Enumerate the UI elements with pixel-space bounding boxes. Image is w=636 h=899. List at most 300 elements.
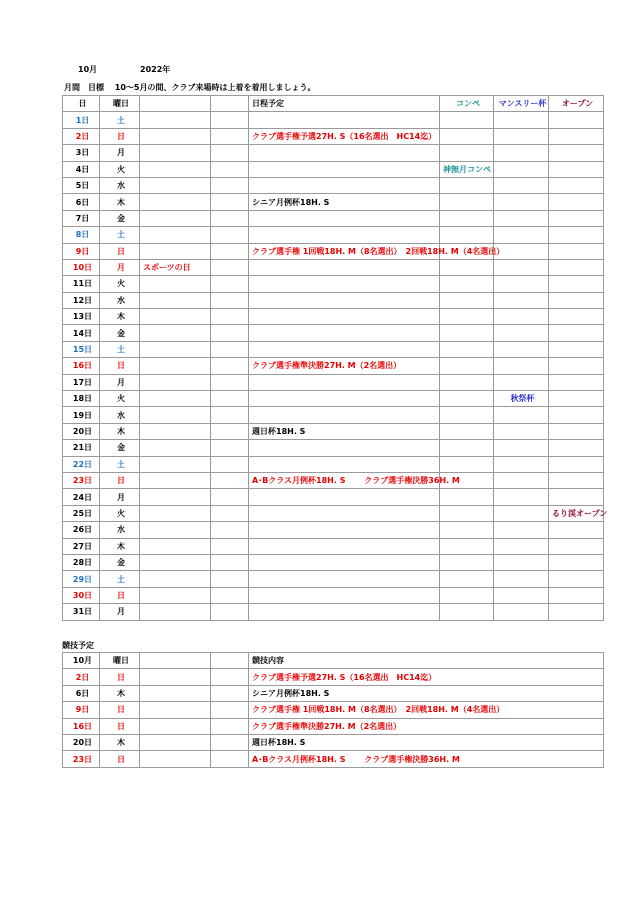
- holiday-cell: [140, 145, 211, 161]
- holiday-cell: [140, 423, 211, 439]
- open-cell: [549, 604, 604, 620]
- event-cell: [249, 341, 440, 357]
- weekday-cell: 水: [100, 177, 140, 193]
- weekday-cell: 木: [100, 194, 140, 210]
- header-compe: コンペ: [440, 96, 494, 112]
- event-cell: クラブ選手権準決勝27H. M（2名選出）: [249, 358, 440, 374]
- monthly-cup-cell: [494, 325, 549, 341]
- compe-cell: [440, 538, 494, 554]
- competition-weekday-cell: 木: [100, 685, 140, 701]
- competition-row: [63, 751, 604, 767]
- open-cell: [549, 194, 604, 210]
- blank-cell: [211, 456, 249, 472]
- event-cell: [249, 391, 440, 407]
- monthly-cup-cell: [494, 505, 549, 521]
- competition-weekday-cell: 木: [100, 734, 140, 750]
- competition-content-cell: クラブ選手権予選27H. S（16名選出 HC14迄）: [249, 669, 604, 685]
- holiday-cell: [140, 472, 211, 488]
- weekday-cell: 金: [100, 554, 140, 570]
- competition-weekday-cell: 日: [100, 718, 140, 734]
- competition-content-cell: シニア月例杯18H. S: [249, 685, 604, 701]
- competition-row: [63, 718, 604, 734]
- event-cell: [249, 456, 440, 472]
- monthly-cup-cell: [494, 374, 549, 390]
- weekday-cell: 金: [100, 210, 140, 226]
- day-cell: 3日: [63, 145, 100, 161]
- blank-cell: [211, 325, 249, 341]
- open-cell: [549, 456, 604, 472]
- header-weekday: 曜日: [100, 96, 140, 112]
- competition-row: [63, 734, 604, 750]
- open-cell: [549, 112, 604, 128]
- blank-cell: [211, 276, 249, 292]
- monthly-cup-cell: [494, 538, 549, 554]
- schedule-row: [63, 177, 604, 193]
- competition-header-blank: [211, 653, 249, 669]
- day-cell: 26日: [63, 522, 100, 538]
- open-cell: [549, 587, 604, 603]
- competition-day-cell: 16日: [63, 718, 100, 734]
- holiday-cell: [140, 571, 211, 587]
- weekday-cell: 金: [100, 325, 140, 341]
- monthly-cup-cell: [494, 177, 549, 193]
- open-cell: [549, 259, 604, 275]
- monthly-cup-cell: [494, 161, 549, 177]
- event-cell: [249, 112, 440, 128]
- blank-cell: [211, 472, 249, 488]
- competition-weekday-cell: 日: [100, 751, 140, 767]
- day-cell: 21日: [63, 440, 100, 456]
- competition-blank-cell: [140, 734, 211, 750]
- monthly-cup-cell: [494, 472, 549, 488]
- weekday-cell: 日: [100, 358, 140, 374]
- open-cell: [549, 489, 604, 505]
- compe-cell: [440, 227, 494, 243]
- schedule-row: [63, 472, 604, 488]
- competition-blank-cell: [140, 669, 211, 685]
- compe-cell: [440, 456, 494, 472]
- schedule-row: [63, 587, 604, 603]
- event-cell: [249, 554, 440, 570]
- open-cell: [549, 128, 604, 144]
- holiday-cell: [140, 505, 211, 521]
- schedule-row: [63, 128, 604, 144]
- schedule-header-row: [63, 96, 604, 112]
- blank-cell: [211, 407, 249, 423]
- day-cell: 1日: [63, 112, 100, 128]
- blank-cell: [211, 571, 249, 587]
- weekday-cell: 月: [100, 259, 140, 275]
- holiday-cell: [140, 440, 211, 456]
- weekday-cell: 水: [100, 292, 140, 308]
- day-cell: 28日: [63, 554, 100, 570]
- event-cell: クラブ選手権 1回戦18H. M（8名選出） 2回戦18H. M（4名選出）: [249, 243, 440, 259]
- blank-cell: [211, 292, 249, 308]
- open-cell: [549, 522, 604, 538]
- blank-cell: [211, 604, 249, 620]
- day-cell: 22日: [63, 456, 100, 472]
- schedule-row: [63, 489, 604, 505]
- competition-blank-cell: [211, 702, 249, 718]
- monthly-cup-cell: [494, 210, 549, 226]
- blank-cell: [211, 112, 249, 128]
- compe-cell: [440, 259, 494, 275]
- weekday-cell: 木: [100, 309, 140, 325]
- weekday-cell: 月: [100, 374, 140, 390]
- header-monthly-cup: マンスリー杯: [494, 96, 549, 112]
- compe-cell: [440, 341, 494, 357]
- day-cell: 15日: [63, 341, 100, 357]
- monthly-cup-cell: [494, 145, 549, 161]
- compe-cell: [440, 604, 494, 620]
- event-cell: [249, 407, 440, 423]
- schedule-row: [63, 554, 604, 570]
- monthly-cup-cell: 秋祭杯: [494, 391, 549, 407]
- compe-cell: [440, 145, 494, 161]
- blank-cell: [211, 358, 249, 374]
- competition-weekday-cell: 日: [100, 669, 140, 685]
- monthly-cup-cell: [494, 440, 549, 456]
- day-cell: 17日: [63, 374, 100, 390]
- open-cell: [549, 227, 604, 243]
- holiday-cell: [140, 325, 211, 341]
- holiday-cell: [140, 391, 211, 407]
- event-cell: [249, 161, 440, 177]
- holiday-cell: [140, 522, 211, 538]
- monthly-cup-cell: [494, 456, 549, 472]
- monthly-cup-cell: [494, 554, 549, 570]
- compe-cell: [440, 374, 494, 390]
- compe-cell: [440, 128, 494, 144]
- day-cell: 30日: [63, 587, 100, 603]
- schedule-row: [63, 374, 604, 390]
- event-cell: [249, 325, 440, 341]
- holiday-cell: [140, 128, 211, 144]
- holiday-cell: [140, 243, 211, 259]
- compe-cell: [440, 309, 494, 325]
- blank-cell: [211, 128, 249, 144]
- event-cell: [249, 587, 440, 603]
- compe-cell: [440, 177, 494, 193]
- competition-content-cell: クラブ選手権準決勝27H. M（2名選出）: [249, 718, 604, 734]
- event-cell: [249, 309, 440, 325]
- monthly-goal: 月間 目標 10～5月の間、クラブ来場時は上着を着用しましょう。: [64, 83, 316, 92]
- day-cell: 5日: [63, 177, 100, 193]
- holiday-cell: [140, 341, 211, 357]
- open-cell: るり渓オープン: [549, 505, 604, 521]
- compe-cell: [440, 210, 494, 226]
- blank-cell: [211, 259, 249, 275]
- header-blank: [211, 96, 249, 112]
- event-cell: [249, 292, 440, 308]
- blank-cell: [211, 374, 249, 390]
- competition-day-cell: 9日: [63, 702, 100, 718]
- compe-cell: [440, 522, 494, 538]
- holiday-cell: [140, 210, 211, 226]
- open-cell: [549, 407, 604, 423]
- weekday-cell: 月: [100, 489, 140, 505]
- day-cell: 13日: [63, 309, 100, 325]
- weekday-cell: 木: [100, 423, 140, 439]
- monthly-cup-cell: [494, 522, 549, 538]
- competition-header-blank: [140, 653, 211, 669]
- weekday-cell: 日: [100, 587, 140, 603]
- weekday-cell: 水: [100, 407, 140, 423]
- open-cell: [549, 538, 604, 554]
- holiday-cell: [140, 227, 211, 243]
- schedule-row: [63, 522, 604, 538]
- compe-cell: [440, 587, 494, 603]
- open-cell: [549, 358, 604, 374]
- open-cell: [549, 210, 604, 226]
- event-cell: クラブ選手権予選27H. S（16名選出 HC14迄）: [249, 128, 440, 144]
- blank-cell: [211, 587, 249, 603]
- day-cell: 27日: [63, 538, 100, 554]
- compe-cell: [440, 440, 494, 456]
- event-cell: A･Bクラス月例杯18H. S クラブ選手権決勝36H. M: [249, 472, 440, 488]
- day-cell: 2日: [63, 128, 100, 144]
- monthly-cup-cell: [494, 259, 549, 275]
- day-cell: 29日: [63, 571, 100, 587]
- event-cell: [249, 259, 440, 275]
- weekday-cell: 木: [100, 538, 140, 554]
- compe-cell: [440, 505, 494, 521]
- open-cell: [549, 554, 604, 570]
- open-cell: [549, 145, 604, 161]
- schedule-row: [63, 407, 604, 423]
- weekday-cell: 火: [100, 391, 140, 407]
- schedule-row: [63, 194, 604, 210]
- schedule-row: [63, 112, 604, 128]
- competition-blank-cell: [211, 751, 249, 767]
- open-cell: [549, 292, 604, 308]
- open-cell: [549, 177, 604, 193]
- day-cell: 24日: [63, 489, 100, 505]
- schedule-row: [63, 259, 604, 275]
- competition-row: [63, 685, 604, 701]
- holiday-cell: [140, 292, 211, 308]
- schedule-row: [63, 538, 604, 554]
- competition-blank-cell: [140, 685, 211, 701]
- compe-cell: [440, 391, 494, 407]
- compe-cell: [440, 194, 494, 210]
- event-cell: [249, 210, 440, 226]
- open-cell: [549, 472, 604, 488]
- event-cell: [249, 177, 440, 193]
- monthly-cup-cell: [494, 128, 549, 144]
- compe-cell: [440, 571, 494, 587]
- compe-cell: [440, 407, 494, 423]
- holiday-cell: [140, 587, 211, 603]
- holiday-cell: [140, 309, 211, 325]
- open-cell: [549, 276, 604, 292]
- weekday-cell: 月: [100, 604, 140, 620]
- compe-cell: [440, 276, 494, 292]
- weekday-cell: 土: [100, 571, 140, 587]
- weekday-cell: 火: [100, 505, 140, 521]
- schedule-row: [63, 145, 604, 161]
- blank-cell: [211, 309, 249, 325]
- compe-cell: 神無月コンペ: [440, 161, 494, 177]
- competition-content-cell: 週日杯18H. S: [249, 734, 604, 750]
- blank-cell: [211, 554, 249, 570]
- holiday-cell: [140, 407, 211, 423]
- schedule-row: [63, 341, 604, 357]
- schedule-row: [63, 309, 604, 325]
- competition-row: [63, 669, 604, 685]
- event-cell: [249, 505, 440, 521]
- monthly-cup-cell: [494, 309, 549, 325]
- schedule-row: [63, 227, 604, 243]
- schedule-row: [63, 210, 604, 226]
- schedule-row: [63, 391, 604, 407]
- day-cell: 7日: [63, 210, 100, 226]
- blank-cell: [211, 538, 249, 554]
- header-blank: [140, 96, 211, 112]
- header-month: 10月: [78, 65, 98, 74]
- competition-blank-cell: [211, 718, 249, 734]
- schedule-row: [63, 571, 604, 587]
- day-cell: 18日: [63, 391, 100, 407]
- open-cell: [549, 571, 604, 587]
- monthly-cup-cell: [494, 194, 549, 210]
- monthly-cup-cell: [494, 423, 549, 439]
- monthly-cup-cell: [494, 276, 549, 292]
- open-cell: [549, 391, 604, 407]
- blank-cell: [211, 440, 249, 456]
- competition-table: [62, 652, 604, 768]
- weekday-cell: 土: [100, 456, 140, 472]
- event-cell: 週日杯18H. S: [249, 423, 440, 439]
- monthly-cup-cell: [494, 571, 549, 587]
- monthly-cup-cell: [494, 587, 549, 603]
- day-cell: 14日: [63, 325, 100, 341]
- competition-header-weekday: 曜日: [100, 653, 140, 669]
- day-cell: 31日: [63, 604, 100, 620]
- blank-cell: [211, 177, 249, 193]
- event-cell: [249, 276, 440, 292]
- day-cell: 16日: [63, 358, 100, 374]
- schedule-row: [63, 505, 604, 521]
- event-cell: [249, 538, 440, 554]
- compe-cell: [440, 112, 494, 128]
- open-cell: [549, 341, 604, 357]
- monthly-cup-cell: [494, 604, 549, 620]
- weekday-cell: 日: [100, 128, 140, 144]
- holiday-cell: [140, 489, 211, 505]
- competition-day-cell: 20日: [63, 734, 100, 750]
- schedule-row: [63, 243, 604, 259]
- schedule-row: [63, 276, 604, 292]
- monthly-cup-cell: [494, 489, 549, 505]
- day-cell: 23日: [63, 472, 100, 488]
- schedule-row: [63, 161, 604, 177]
- holiday-cell: [140, 358, 211, 374]
- header-schedule: 日程予定: [249, 96, 440, 112]
- blank-cell: [211, 210, 249, 226]
- blank-cell: [211, 243, 249, 259]
- competition-content-cell: A･Bクラス月例杯18H. S クラブ選手権決勝36H. M: [249, 751, 604, 767]
- blank-cell: [211, 341, 249, 357]
- competition-blank-cell: [140, 702, 211, 718]
- monthly-cup-cell: [494, 292, 549, 308]
- monthly-cup-cell: [494, 227, 549, 243]
- monthly-cup-cell: [494, 341, 549, 357]
- blank-cell: [211, 145, 249, 161]
- blank-cell: [211, 423, 249, 439]
- event-cell: [249, 522, 440, 538]
- competition-row: [63, 702, 604, 718]
- open-cell: [549, 423, 604, 439]
- header-day: 日: [63, 96, 100, 112]
- weekday-cell: 月: [100, 145, 140, 161]
- event-cell: シニア月例杯18H. S: [249, 194, 440, 210]
- schedule-row: [63, 423, 604, 439]
- competition-blank-cell: [140, 718, 211, 734]
- competition-day-cell: 6日: [63, 685, 100, 701]
- weekday-cell: 土: [100, 112, 140, 128]
- holiday-cell: [140, 554, 211, 570]
- weekday-cell: 日: [100, 472, 140, 488]
- day-cell: 12日: [63, 292, 100, 308]
- competition-header-content: 競技内容: [249, 653, 604, 669]
- holiday-cell: [140, 161, 211, 177]
- holiday-cell: [140, 276, 211, 292]
- competition-header-row: [63, 653, 604, 669]
- header-year: 2022年: [140, 65, 171, 74]
- event-cell: [249, 227, 440, 243]
- day-cell: 8日: [63, 227, 100, 243]
- schedule-row: [63, 292, 604, 308]
- competition-weekday-cell: 日: [100, 702, 140, 718]
- day-cell: 25日: [63, 505, 100, 521]
- monthly-cup-cell: [494, 358, 549, 374]
- day-cell: 6日: [63, 194, 100, 210]
- day-cell: 19日: [63, 407, 100, 423]
- schedule-row: [63, 456, 604, 472]
- event-cell: [249, 440, 440, 456]
- monthly-cup-cell: [494, 407, 549, 423]
- holiday-cell: [140, 604, 211, 620]
- event-cell: [249, 604, 440, 620]
- open-cell: [549, 440, 604, 456]
- event-cell: [249, 571, 440, 587]
- competition-blank-cell: [211, 734, 249, 750]
- schedule-table: [62, 95, 608, 621]
- competition-header-month: 10月: [63, 653, 100, 669]
- competition-day-cell: 23日: [63, 751, 100, 767]
- holiday-cell: [140, 177, 211, 193]
- competition-content-cell: クラブ選手権 1回戦18H. M（8名選出） 2回戦18H. M（4名選出）: [249, 702, 604, 718]
- competition-blank-cell: [211, 669, 249, 685]
- weekday-cell: 土: [100, 341, 140, 357]
- blank-cell: [211, 489, 249, 505]
- holiday-cell: [140, 538, 211, 554]
- day-cell: 10日: [63, 259, 100, 275]
- schedule-row: [63, 358, 604, 374]
- day-cell: 11日: [63, 276, 100, 292]
- compe-cell: [440, 358, 494, 374]
- monthly-cup-cell: [494, 112, 549, 128]
- competition-blank-cell: [140, 751, 211, 767]
- schedule-row: [63, 604, 604, 620]
- compe-cell: [440, 554, 494, 570]
- open-cell: [549, 243, 604, 259]
- event-cell: [249, 374, 440, 390]
- weekday-cell: 水: [100, 522, 140, 538]
- holiday-cell: [140, 112, 211, 128]
- event-cell: [249, 145, 440, 161]
